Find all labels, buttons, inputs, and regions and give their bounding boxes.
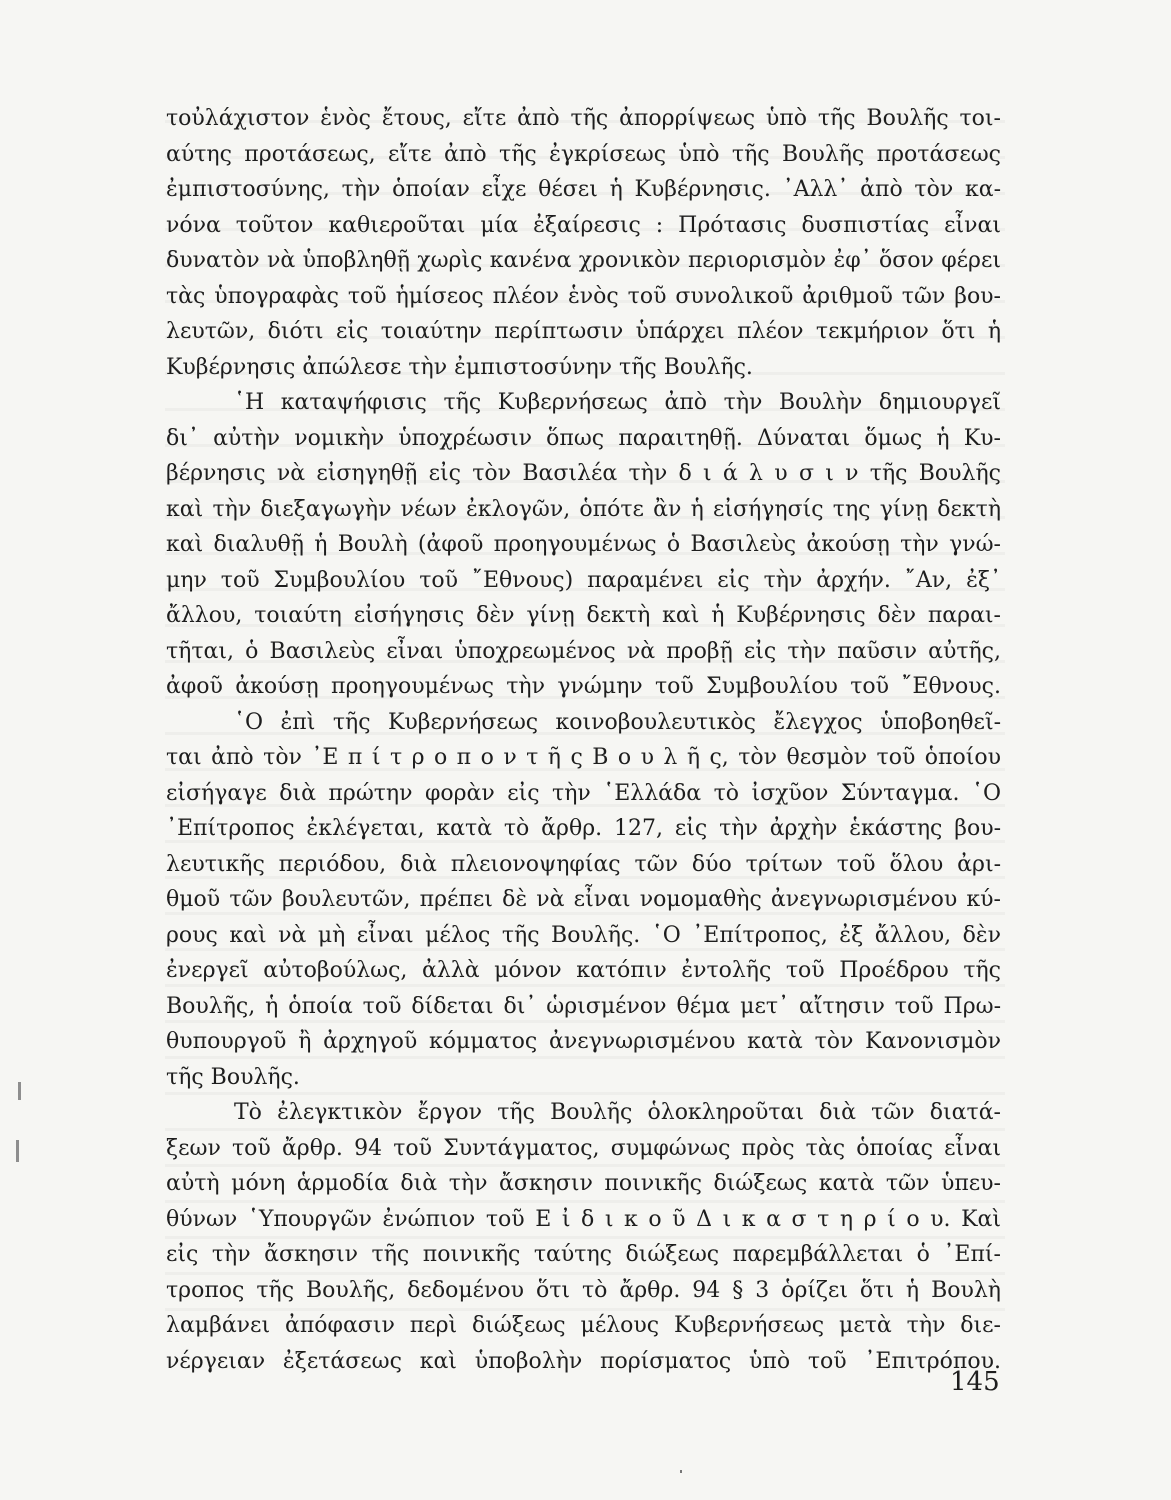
binding-mark bbox=[16, 1140, 19, 1162]
text-line: Κυβέρνησις ἀπώλεσε τὴν ἐμπιστοσύνην τῆς Βουλῆς. bbox=[166, 354, 753, 380]
text-line: καὶ διαλυθῇ ἡ Βουλὴ (ἀφοῦ προηγουμένως ὁ Βασιλεὺς ἀκούσῃ τὴν γνώ- bbox=[166, 532, 1001, 557]
text-line: ἐμπιστοσύνης, τὴν ὁποίαν εἶχε θέσει ἡ Κυβέρνησις. ᾿Αλλ᾿ ἀπὸ τὸν κα- bbox=[166, 177, 1001, 202]
text-line: ᾿Επίτροπος ἐκλέγεται, κατὰ τὸ ἄρθρ. 127, εἰς τὴν ἀρχὴν ἑκάστης βου- bbox=[166, 816, 1001, 841]
scan-speck bbox=[680, 1470, 682, 1473]
text-line: θμοῦ τῶν βουλευτῶν, πρέπει δὲ νὰ εἶναι νομομαθὴς ἀνεγνωρισμένου κύ- bbox=[166, 887, 1001, 912]
paragraph-start-line: Τὸ ἐλεγκτικὸν ἔργον τῆς Βουλῆς ὁλοκληροῦται διὰ τῶν διατά- bbox=[234, 1100, 1001, 1125]
text-line: ξεων τοῦ ἄρθρ. 94 τοῦ Συντάγματος, συμφώνως πρὸς τὰς ὁποίας εἶναι bbox=[166, 1135, 1001, 1161]
text-line: θυπουργοῦ ἢ ἀρχηγοῦ κόμματος ἀνεγνωρισμένου κατὰ τὸν Κανονισμὸν bbox=[166, 1029, 1001, 1054]
paragraph-start-line: ῾Ο ἐπὶ τῆς Κυβερνήσεως κοινοβουλευτικὸς ἔλεγχος ὑποβοηθεῖ- bbox=[234, 709, 1001, 735]
text-line: ται ἀπὸ τὸν ᾿Ε π ί τ ρ ο π ο ν τ ῆ ς Β ο υ λ ῆ ς, τὸν θεσμὸν τοῦ ὁποίου bbox=[166, 745, 1001, 770]
text-line: νέργειαν ἐξετάσεως καὶ ὑποβολὴν πορίσματος ὑπὸ τοῦ ᾿Επιτρόπου. bbox=[166, 1348, 1001, 1374]
text-line: ἀφοῦ ἀκούσῃ προηγουμένως τὴν γνώμην τοῦ Συμβουλίου τοῦ ῎Εθνους. bbox=[166, 674, 1001, 699]
binding-mark bbox=[18, 1082, 21, 1100]
text-line: τῆται, ὁ Βασιλεὺς εἶναι ὑποχρεωμένος νὰ προβῇ εἰς τὴν παῦσιν αὐτῆς, bbox=[166, 638, 1001, 664]
text-line: Βουλῆς, ἡ ὁποία τοῦ δίδεται δι᾿ ὡρισμένον θέμα μετ᾿ αἴτησιν τοῦ Πρω- bbox=[166, 993, 1001, 1019]
text-line: αύτης προτάσεως, εἴτε ἀπὸ τῆς ἐγκρίσεως ὑπὸ τῆς Βουλῆς προτάσεως bbox=[166, 141, 1001, 167]
text-line: ρους καὶ νὰ μὴ εἶναι μέλος τῆς Βουλῆς. ῾Ο ᾿Επίτροπος, ἐξ ἄλλου, δὲν bbox=[166, 922, 1001, 948]
text-line: βέρνησις νὰ εἰσηγηθῇ εἰς τὸν Βασιλέα τὴν δ ι ά λ υ σ ι ν τῆς Βουλῆς bbox=[166, 461, 1001, 486]
text-line: τὰς ὑπογραφὰς τοῦ ἡμίσεος πλέον ἑνὸς τοῦ συνολικοῦ ἀριθμοῦ τῶν βου- bbox=[166, 283, 1001, 309]
text-line: δυνατὸν νὰ ὑποβληθῇ χωρὶς κανένα χρονικὸν περιορισμὸν ἐφ᾿ ὅσον φέρει bbox=[166, 248, 1001, 273]
page-number: 145 bbox=[950, 1367, 1000, 1397]
text-line: λαμβάνει ἀπόφασιν περὶ διώξεως μέλους Κυβερνήσεως μετὰ τὴν διε- bbox=[166, 1313, 1001, 1338]
text-line: δι᾿ αὐτὴν νομικὴν ὑποχρέωσιν ὅπως παραιτηθῇ. Δύναται ὅμως ἡ Κυ- bbox=[166, 425, 1001, 451]
paragraph-start-line: ῾Η καταψήφισις τῆς Κυβερνήσεως ἀπὸ τὴν Βουλὴν δημιουργεῖ bbox=[234, 390, 1001, 415]
text-line: αὐτὴ μόνη ἁρμοδία διὰ τὴν ἄσκησιν ποινικῆς διώξεως κατὰ τῶν ὑπευ- bbox=[166, 1171, 1001, 1196]
text-line: λευτικῆς περιόδου, διὰ πλειονοψηφίας τῶν δύο τρίτων τοῦ ὅλου ἀρι- bbox=[166, 851, 1001, 877]
text-line: τῆς Βουλῆς. bbox=[166, 1064, 300, 1090]
body-text bbox=[166, 101, 1001, 1379]
text-line: νόνα τοῦτον καθιεροῦται μία ἐξαίρεσις : Πρότασις δυσπιστίας εἶναι bbox=[166, 212, 1001, 238]
text-line: καὶ τὴν διεξαγωγὴν νέων ἐκλογῶν, ὁπότε ἂν ἡ εἰσήγησίς της γίνῃ δεκτὴ bbox=[166, 496, 1001, 522]
text-line: ἐνεργεῖ αὐτοβούλως, ἀλλὰ μόνον κατόπιν ἐντολῆς τοῦ Προέδρου τῆς bbox=[166, 958, 1001, 983]
text-line: μην τοῦ Συμβουλίου τοῦ ῎Εθνους) παραμένει εἰς τὴν ἀρχήν. ῎Αν, ἐξ᾿ bbox=[166, 567, 1001, 593]
text-line: εἰσήγαγε διὰ πρώτην φορὰν εἰς τὴν ῾Ελλάδα τὸ ἰσχῦον Σύνταγμα. ῾Ο bbox=[166, 780, 1001, 806]
text-line: εἰς τὴν ἄσκησιν τῆς ποινικῆς ταύτης διώξεως παρεμβάλλεται ὁ ᾿Επί- bbox=[166, 1242, 1001, 1267]
text-line: θύνων ῾Υπουργῶν ἐνώπιον τοῦ Ε ἰ δ ι κ ο ῦ Δ ι κ α σ τ η ρ ί ο υ. Καὶ bbox=[166, 1206, 1001, 1232]
text-line: λευτῶν, διότι εἰς τοιαύτην περίπτωσιν ὑπάρχει πλέον τεκμήριον ὅτι ἡ bbox=[166, 319, 1001, 344]
text-line: τροπος τῆς Βουλῆς, δεδομένου ὅτι τὸ ἄρθρ. 94 § 3 ὁρίζει ὅτι ἡ Βουλὴ bbox=[166, 1277, 1001, 1303]
text-line: τοὐλάχιστον ἑνὸς ἔτους, εἴτε ἀπὸ τῆς ἀπορρίψεως ὑπὸ τῆς Βουλῆς τοι- bbox=[166, 106, 1001, 131]
text-line: ἄλλου, τοιαύτη εἰσήγησις δὲν γίνῃ δεκτὴ καὶ ἡ Κυβέρνησις δὲν παραι- bbox=[166, 603, 1001, 628]
